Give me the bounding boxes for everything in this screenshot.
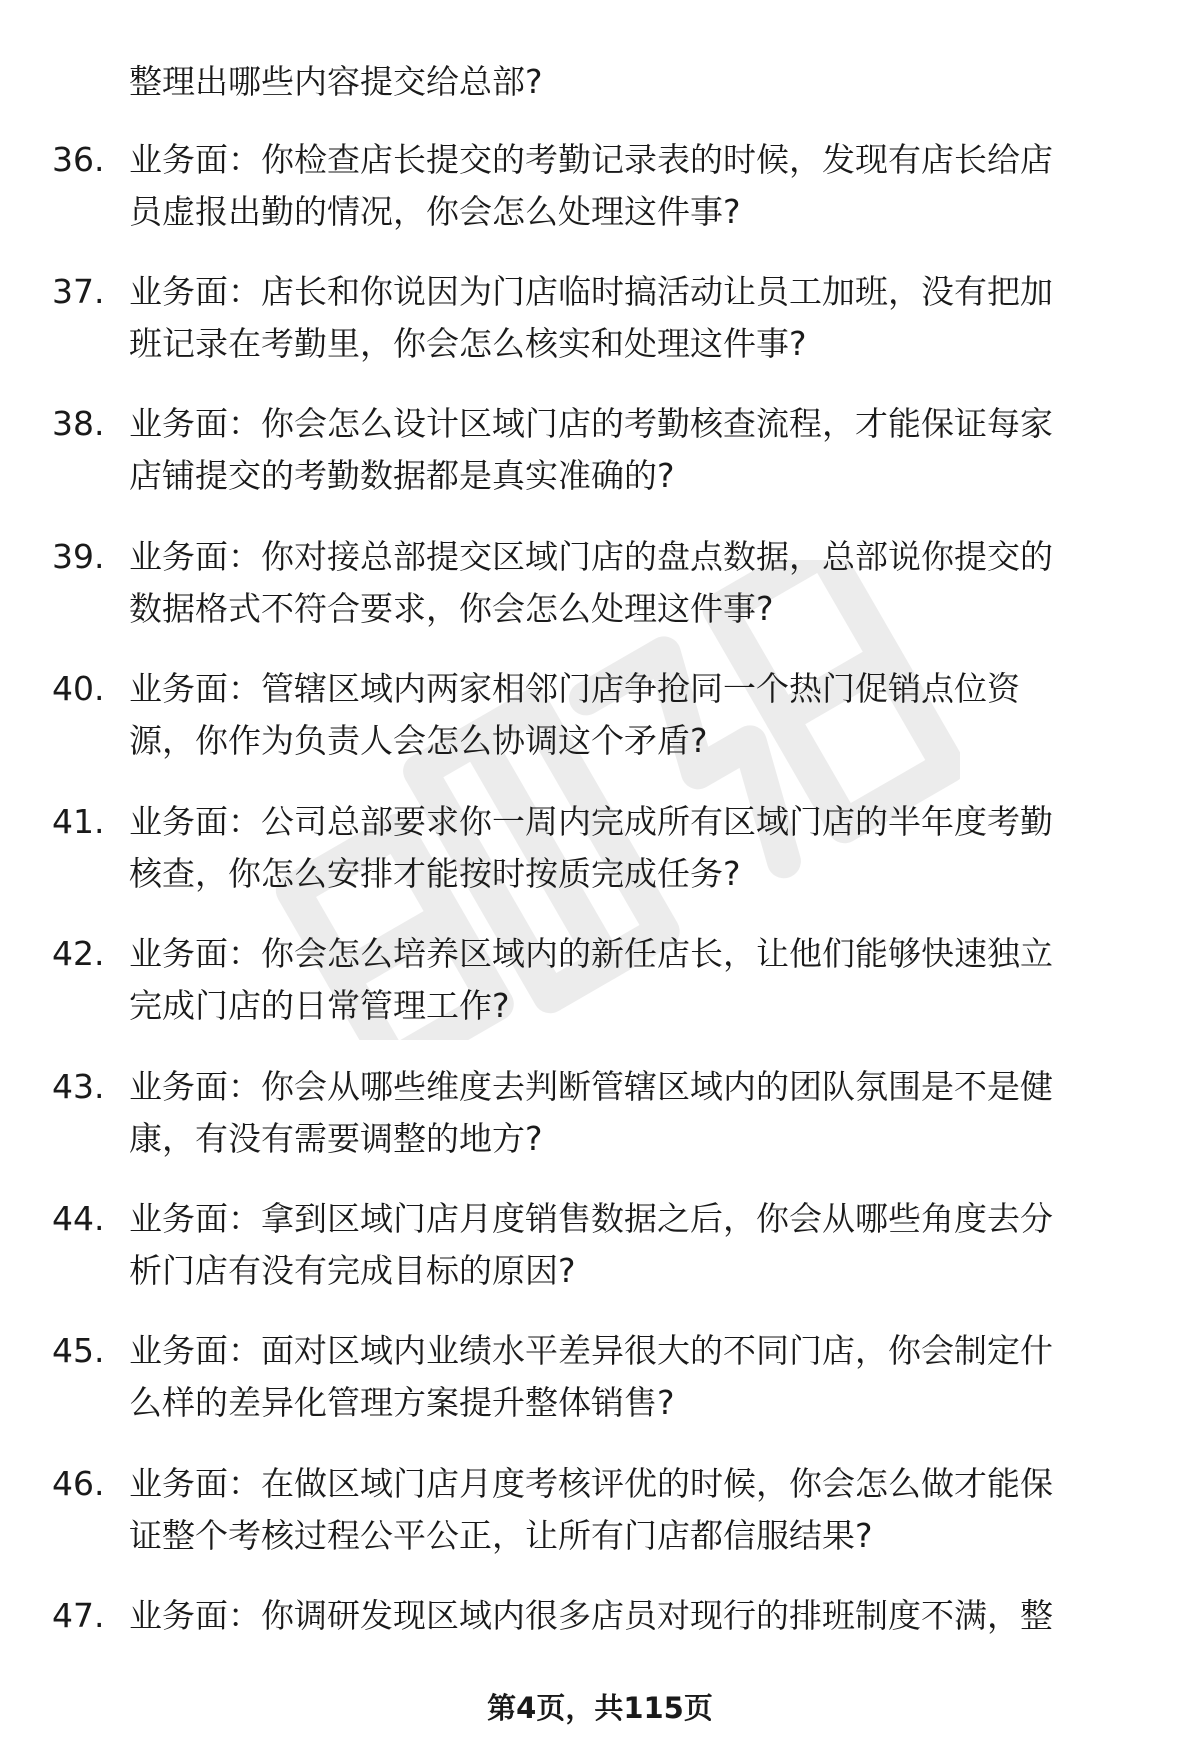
question-text-line: 数据格式不符合要求，你会怎么处理这件事? bbox=[129, 589, 774, 628]
list-item bbox=[0, 802, 1200, 898]
question-text-line: 业务面：面对区域内业绩水平差异很大的不同门店，你会制定什 bbox=[129, 1331, 1053, 1370]
question-number: 47. bbox=[52, 1596, 105, 1635]
question-text-line: 源，你作为负责人会怎么协调这个矛盾? bbox=[129, 721, 708, 760]
list-item bbox=[0, 1464, 1200, 1560]
list-item bbox=[0, 1331, 1200, 1427]
question-text-line: 业务面：拿到区域门店月度销售数据之后，你会从哪些角度去分 bbox=[129, 1199, 1053, 1238]
list-item bbox=[0, 140, 1200, 236]
page-footer: 第4页，共115页 bbox=[487, 1691, 713, 1725]
question-number: 44. bbox=[52, 1199, 105, 1238]
list-item bbox=[0, 404, 1200, 500]
question-number: 40. bbox=[52, 669, 105, 708]
question-number: 45. bbox=[52, 1331, 105, 1370]
question-text-line: 业务面：公司总部要求你一周内完成所有区域门店的半年度考勤 bbox=[129, 802, 1053, 841]
list-item bbox=[0, 537, 1200, 633]
question-text-line: 证整个考核过程公平公正，让所有门店都信服结果? bbox=[129, 1516, 873, 1555]
question-text-line: 康，有没有需要调整的地方? bbox=[129, 1119, 543, 1158]
continuation-text: 整理出哪些内容提交给总部? bbox=[129, 62, 543, 101]
list-item bbox=[0, 1067, 1200, 1163]
list-item bbox=[0, 669, 1200, 765]
question-number: 36. bbox=[52, 140, 105, 179]
question-number: 38. bbox=[52, 404, 105, 443]
question-text-line: 店铺提交的考勤数据都是真实准确的? bbox=[129, 456, 675, 495]
question-text-line: 员虚报出勤的情况，你会怎么处理这件事? bbox=[129, 192, 741, 231]
list-item bbox=[0, 1199, 1200, 1295]
question-text-line: 业务面：在做区域门店月度考核评优的时候，你会怎么做才能保 bbox=[129, 1464, 1053, 1503]
question-text-line: 业务面：你检查店长提交的考勤记录表的时候，发现有店长给店 bbox=[129, 140, 1053, 179]
question-number: 39. bbox=[52, 537, 105, 576]
question-number: 43. bbox=[52, 1067, 105, 1106]
question-text-line: 业务面：你会怎么培养区域内的新任店长，让他们能够快速独立 bbox=[129, 934, 1053, 973]
question-text-line: 析门店有没有完成目标的原因? bbox=[129, 1251, 576, 1290]
question-number: 46. bbox=[52, 1464, 105, 1503]
question-number: 41. bbox=[52, 802, 105, 841]
question-text-line: 业务面：你对接总部提交区域门店的盘点数据，总部说你提交的 bbox=[129, 537, 1053, 576]
list-item bbox=[0, 1596, 1200, 1692]
question-number: 42. bbox=[52, 934, 105, 973]
question-text-line: 业务面：你会从哪些维度去判断管辖区域内的团队氛围是不是健 bbox=[129, 1067, 1053, 1106]
question-text-line: 业务面：你调研发现区域内很多店员对现行的排班制度不满，整 bbox=[129, 1596, 1053, 1635]
question-text-line: 完成门店的日常管理工作? bbox=[129, 986, 510, 1025]
list-item bbox=[0, 272, 1200, 368]
question-text-line: 核查，你怎么安排才能按时按质完成任务? bbox=[129, 854, 741, 893]
question-text-line: 业务面：你会怎么设计区域门店的考勤核查流程，才能保证每家 bbox=[129, 404, 1053, 443]
question-text-line: 业务面：管辖区域内两家相邻门店争抢同一个热门促销点位资 bbox=[129, 669, 1020, 708]
question-number: 37. bbox=[52, 272, 105, 311]
list-item bbox=[0, 934, 1200, 1030]
question-text-line: 班记录在考勤里，你会怎么核实和处理这件事? bbox=[129, 324, 807, 363]
question-text-line: 业务面：店长和你说因为门店临时搞活动让员工加班，没有把加 bbox=[129, 272, 1053, 311]
question-text-line: 么样的差异化管理方案提升整体销售? bbox=[129, 1383, 675, 1422]
